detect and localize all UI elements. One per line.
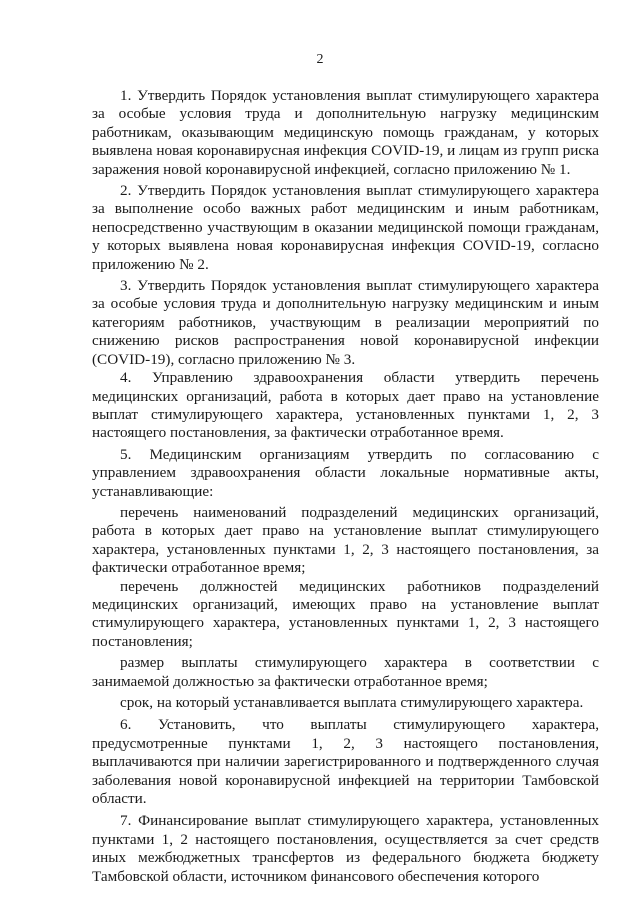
page-number: 2 bbox=[316, 52, 324, 67]
document-body bbox=[92, 87, 599, 886]
paragraph-2: 2. Утвердить Порядок установления выплат стимулирующего характера за выполнение особо важных работ медицинским и иным работникам, непосредственно участвующим в оказании медицинской помощи гражданам, у которых выявлена новая коронавирусная инфекция COVID-19, согласно приложению № 2. bbox=[92, 182, 599, 273]
paragraph-5: 5. Медицинским организациям утвердить по согласованию с управлением здравоохранения области локальные нормативные акты, устанавливающие: bbox=[92, 445, 599, 500]
paragraph-6: 6. Установить, что выплаты стимулирующего характера, предусмотренные пунктами 1, 2, 3 настоящего постановления, выплачиваются при наличии зарегистрированного и подтвержденного случая заболевания новой коронавирусной инфекцией на территории Тамбовской области. bbox=[92, 716, 599, 808]
paragraph-3: 3. Утвердить Порядок установления выплат стимулирующего характера за особые условия труда и дополнительную нагрузку медицинским и иным категориям работников, участвующим в реализации мероприятий по снижению рисков распространения новой коронавирусной инфекции (COVID-19), согласно приложению № 3. bbox=[92, 277, 599, 368]
paragraph-4: 4. Управлению здравоохранения области утвердить перечень медицинских организаций, работа в которых дает право на установление выплат стимулирующего характера, установленных пунктами 1, 2, 3 настоящего постановления, за фактически отработанное время. bbox=[92, 369, 599, 442]
paragraph-7: 7. Финансирование выплат стимулирующего характера, установленных пунктами 1, 2 настоящего постановления, осуществляется за счет средств иных межбюджетных трансфертов из федерального бюджета бюджету Тамбовской области, источником финансового обеспечения которого bbox=[92, 812, 599, 885]
list-item-subdivisions: перечень наименований подразделений медицинских организаций, работа в которых дает право на установление выплат стимулирующего характера, установленных пунктами 1, 2, 3 настоящего постановления, за фактически отработанное время; bbox=[92, 503, 599, 577]
list-item-payment-size: размер выплаты стимулирующего характера в соответствии с занимаемой должностью за фактически отработанное время; bbox=[92, 654, 599, 690]
paragraph-1: 1. Утвердить Порядок установления выплат стимулирующего характера за особые условия труда и дополнительную нагрузку медицинским работникам, оказывающим медицинскую помощь гражданам, у которых выявлена новая коронавирусная инфекция COVID-19, и лицам из групп риска заражения новой коронавирусной инфекцией, согласно приложению № 1. bbox=[92, 87, 599, 178]
list-item-payment-term: срок, на который устанавливается выплата стимулирующего характера. bbox=[120, 694, 584, 711]
list-item-positions: перечень должностей медицинских работников подразделений медицинских организаций, имеющих право на установление выплат стимулирующего характера, установленных пунктами 1, 2, 3 настоящего постановления; bbox=[92, 577, 599, 650]
